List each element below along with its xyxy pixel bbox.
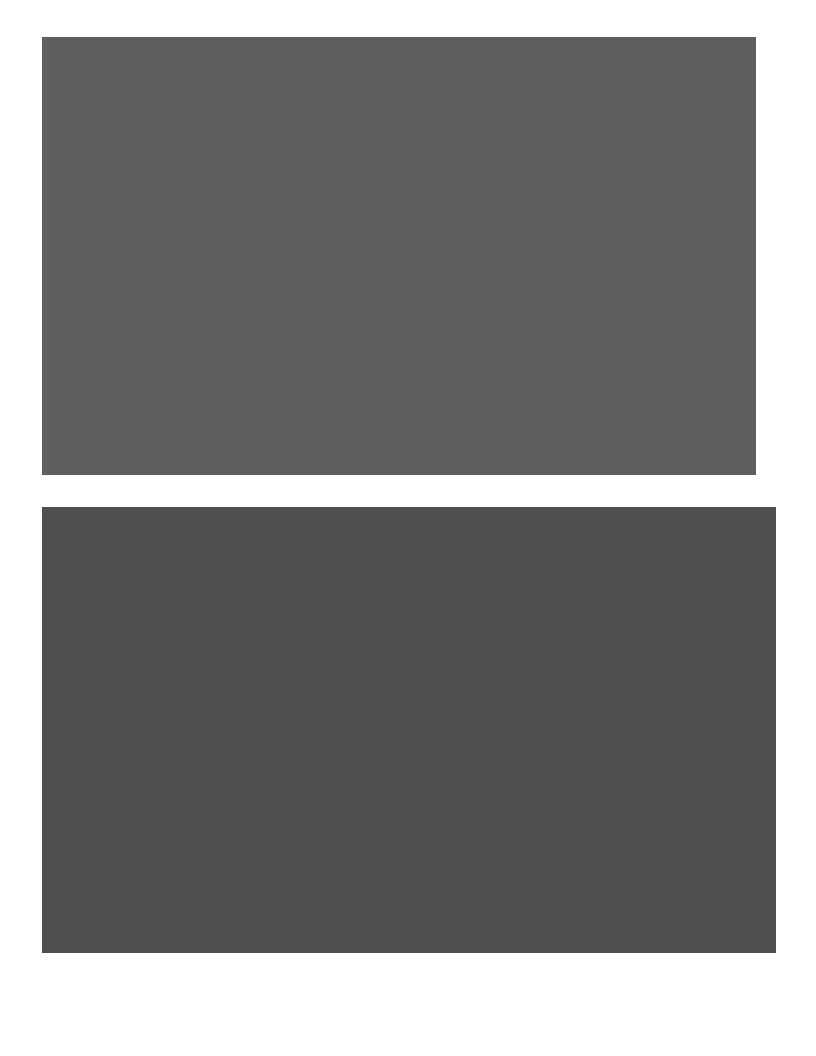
planting-row-label — [42, 212, 80, 322]
remarks-row-label — [42, 367, 80, 477]
seedling-row-label — [42, 67, 80, 167]
bottom-chart-panel — [42, 507, 776, 953]
top-chart-panel — [42, 37, 756, 475]
row-labels-sidebar — [42, 37, 80, 475]
